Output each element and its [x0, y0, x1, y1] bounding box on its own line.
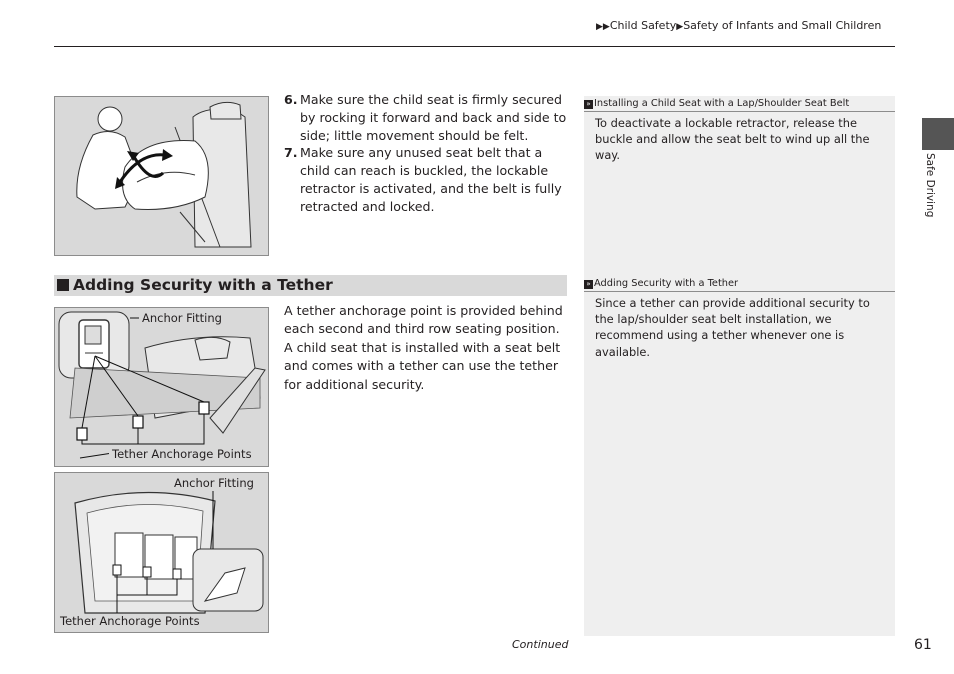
section-body-text: A tether anchorage point is provided behind each second and third row seating position. A child seat that is installed with a seat belt and comes with a tether can use the tether for additional security. — [284, 303, 563, 392]
steps-list — [284, 91, 567, 216]
breadcrumb-item-child-safety[interactable]: Child Safety — [609, 19, 677, 32]
step-text: Make sure any unused seat belt that a child can reach is buckled, the lockable retractor is activated, and the belt is fully retracted and locked. — [300, 145, 562, 214]
black-square-icon — [57, 279, 69, 291]
section-title: Adding Security with a Tether — [73, 276, 333, 294]
note-heading — [584, 276, 895, 292]
note-reference-icon: » — [584, 280, 593, 289]
chapter-tab-label: Safe Driving — [924, 153, 936, 218]
note-reference-icon: » — [584, 100, 593, 109]
note-heading — [584, 96, 895, 112]
continued-label: Continued — [512, 638, 569, 651]
figure-child-seat-check — [54, 96, 269, 256]
note-text: To deactivate a lockable retractor, release the buckle and allow the seat belt to wind up all the way. — [595, 116, 870, 163]
second-row-anchor-illustration — [55, 308, 268, 466]
anchor-fitting-label: Anchor Fitting — [171, 476, 257, 490]
child-seat-illustration — [55, 97, 268, 255]
header-rule — [54, 46, 895, 47]
notes-sidebar — [584, 96, 895, 636]
chapter-tab[interactable] — [922, 118, 954, 150]
tether-anchorage-points-label: Tether Anchorage Points — [57, 614, 203, 628]
figure-third-row-anchors — [54, 472, 269, 633]
note-title: Installing a Child Seat with a Lap/Shoulder Seat Belt — [594, 98, 850, 109]
anchor-fitting-label: Anchor Fitting — [139, 311, 225, 325]
page-number: 61 — [914, 637, 932, 653]
arrow-icon: ▶ — [676, 22, 684, 32]
double-arrow-icon: ▶▶ — [596, 22, 610, 32]
third-row-anchor-illustration — [55, 473, 268, 632]
breadcrumb — [596, 19, 881, 32]
note-text: Since a tether can provide additional security to the lap/shoulder seat belt installation, we recommend using a tether whenever one is available. — [595, 296, 870, 359]
breadcrumb-item-safety-of-infants[interactable]: Safety of Infants and Small Children — [683, 19, 882, 32]
step-item — [284, 91, 567, 144]
tether-anchorage-points-label: Tether Anchorage Points — [109, 447, 255, 461]
note-title: Adding Security with a Tether — [594, 278, 739, 289]
figure-second-row-anchors — [54, 307, 269, 467]
step-text: Make sure the child seat is firmly secured by rocking it forward and back and side to side; little movement should be felt. — [300, 92, 567, 143]
step-number: 7. — [284, 145, 298, 161]
step-item — [284, 144, 567, 215]
step-number: 6. — [284, 92, 298, 107]
